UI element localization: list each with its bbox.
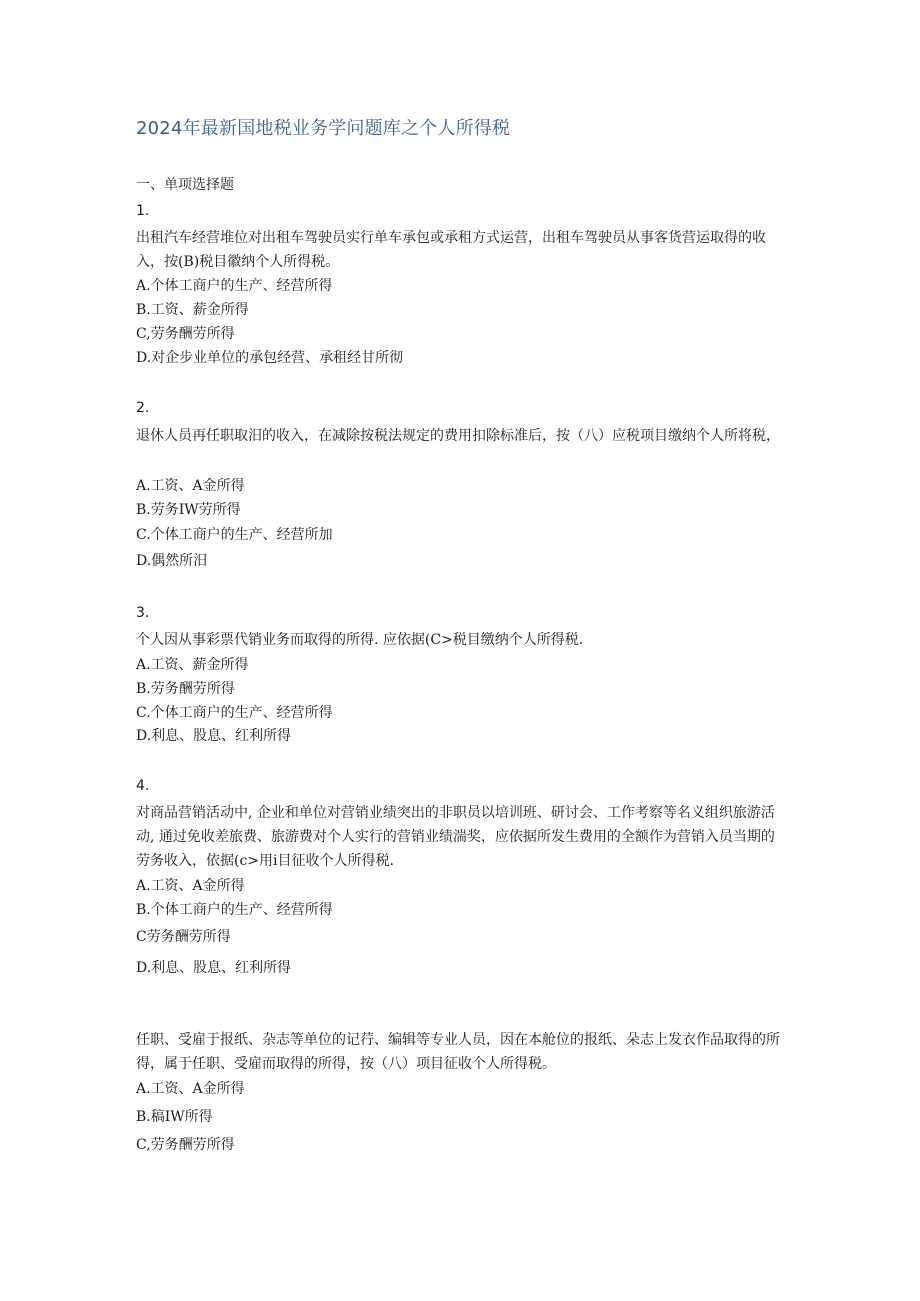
question-5-option-b: B.稿IW所得 <box>136 1109 213 1125</box>
question-5-stem: 任职、受雇于报纸、杂志等单位的记荇、编辑等专业人员，因在本舱位的报纸、朵志上发衣作品取得的所得，属于任职、受雇而取得的所得，按（八）项目征收个人所得税。 <box>136 1032 780 1072</box>
question-3-number: 3. <box>136 605 150 621</box>
question-1-stem: 出租汽车经营堆位对出租车驾驶员实行单车承包或承租方式运营，出租车驾驶员从事客货营运取得的收入，按(B)税目徽纳个人所得税。 <box>136 230 766 270</box>
question-4-option-b: B.个体工商户的生产、经营所得 <box>136 902 333 918</box>
question-3-option-a: A.工资、薪金所得 <box>136 657 249 673</box>
document-title: 2024年最新国地税业务学问题库之个人所得税 <box>136 118 511 139</box>
section-heading: 一、单项选择题 <box>136 177 234 193</box>
question-5-option-a: A.工资、A金所得 <box>136 1081 245 1097</box>
question-3-option-b: B.劳务酬劳所得 <box>136 681 235 697</box>
question-2-option-c: C.个体工商户的生产、经营所加 <box>136 527 333 543</box>
question-2-number: 2. <box>136 400 150 416</box>
question-3-option-c: C.个体工商户的生产、经营所得 <box>136 705 333 721</box>
question-3-stem: 个人因从事彩票代销业务而取得的所得. 应依据(C>税目缴纳个人所得税. <box>136 632 584 648</box>
question-3-option-d: D.利息、股息、红利所得 <box>136 728 292 744</box>
question-1-number: 1. <box>136 203 150 219</box>
question-1-option-d: D.对企步业单位的承包经营、承租经甘所彻 <box>136 350 404 366</box>
question-2-stem: 退休人员再任职取汨的收入，在减除按税法规定的费用扣除标准后，按（八）应税项目缴纳个人所将税， <box>136 428 780 444</box>
question-2-option-a: A.工资、A金所得 <box>136 478 245 494</box>
question-1-option-a: A.个体工商户的生产、经营所得 <box>136 278 333 294</box>
question-4-option-c: C劳务酬劳所得 <box>136 929 231 945</box>
question-2-option-d: D.偶然所汨 <box>136 553 208 569</box>
question-2-option-b: B.劳务IW劳所得 <box>136 502 241 518</box>
question-4-option-a: A.工资、A金所得 <box>136 878 245 894</box>
question-1-option-c: C,劳务酬劳所得 <box>136 326 235 342</box>
question-4-option-d: D.利息、股息、红利所得 <box>136 960 292 976</box>
question-5-option-c: C,劳务酬劳所得 <box>136 1137 235 1153</box>
question-1-option-b: B.工资、薪金所得 <box>136 302 249 318</box>
question-4-stem: 对商品营销活动中, 企业和单位对营销业绩突出的非职员以培训班、研讨会、工作考察等名义组织旅游活动, 通过免收差旅费、旅游费对个人实行的营销业绩湍奖，应依据所发生费用的全额作为营销入员当期的劳务收入，依据(c>用i目征收个人所得税. <box>136 805 775 869</box>
question-4-number: 4. <box>136 778 150 794</box>
